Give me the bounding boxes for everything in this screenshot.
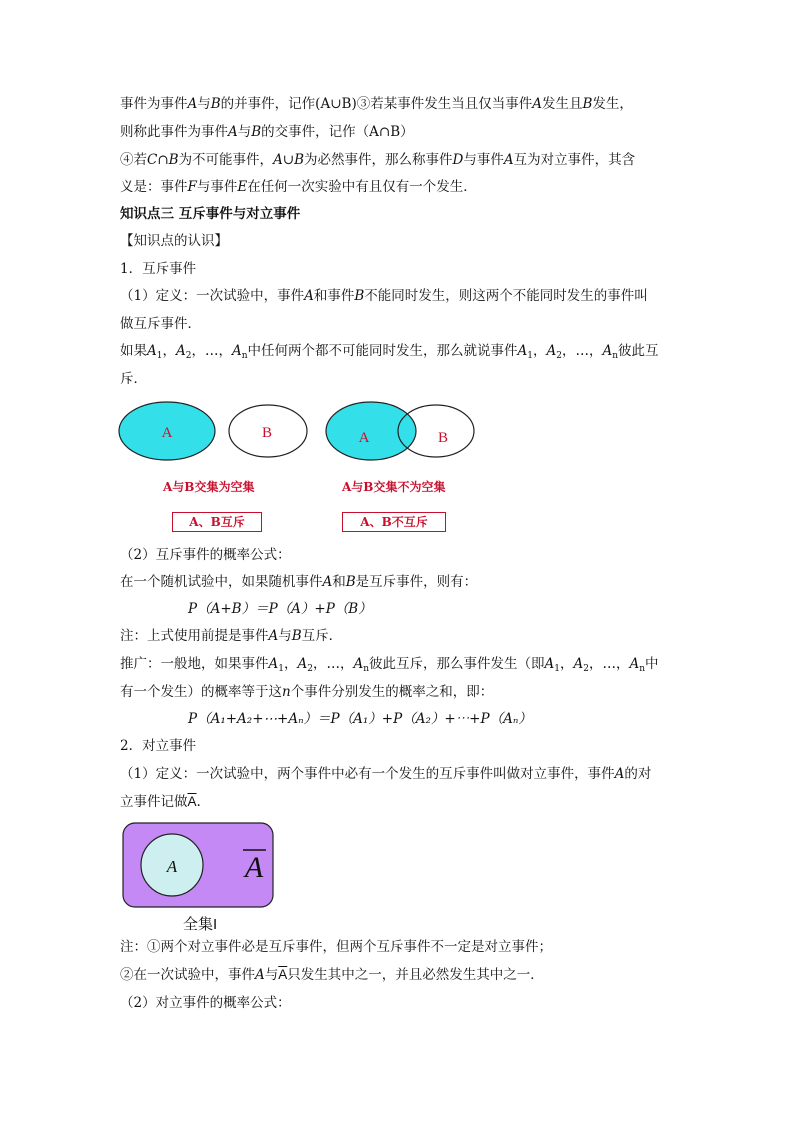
text: 为不可能事件， (178, 152, 274, 168)
subscript: 1 (278, 664, 284, 674)
text: 与 (237, 124, 252, 140)
var: A (297, 656, 308, 672)
text: 中任何两个都不可能同时发生，那么就说事件 (247, 343, 518, 359)
subscript: 2 (556, 351, 562, 361)
var: A (175, 343, 186, 359)
text-line (120, 765, 651, 783)
text: 在一个随机试验中，如果随机事件 (120, 574, 323, 590)
text: 中 (645, 656, 659, 672)
var: D (452, 152, 464, 168)
text: 推广：一般地，如果事件 (120, 656, 269, 672)
text-line: 斥． (120, 371, 147, 387)
var: A (602, 343, 613, 359)
section-heading: 知识点三 互斥事件与对立事件 (120, 206, 301, 222)
text: 与 (197, 96, 211, 112)
universal-set-caption: 全集I (183, 916, 218, 933)
var: A (629, 656, 640, 672)
text: 有一个发生）的概率等于这 (120, 684, 282, 700)
var: A (544, 656, 555, 672)
var: B (210, 96, 221, 112)
venn-result-right: A、B不互斥 (342, 512, 446, 532)
text: 与事件 (463, 152, 504, 168)
math: A∪B (273, 152, 305, 168)
subscript: 2 (583, 664, 589, 674)
text: ， (162, 343, 176, 359)
text: 的交事件，记作（ (261, 124, 370, 140)
complement-symbol: $\overline{A}$ (278, 967, 288, 982)
text-line (120, 627, 342, 645)
subscript: n (363, 664, 370, 674)
var: A (304, 288, 314, 304)
math: A∩B (369, 124, 401, 140)
subscript: n (241, 351, 248, 361)
subsection-title: 2．对立事件 (120, 738, 197, 754)
text: ， (560, 656, 574, 672)
text-line (120, 287, 648, 305)
text: 在任何一次实验中有且仅有一个发生． (247, 179, 477, 195)
text-line (120, 151, 635, 169)
text: 发生， (592, 96, 633, 112)
text: 只发生其中之一，并且必然发生其中之一． (287, 967, 544, 983)
text-line (120, 793, 201, 811)
var: B (354, 288, 365, 304)
var: A (503, 152, 514, 168)
venn-caption-right: A与B交集不为空集 (342, 480, 446, 494)
math: C∩B (147, 152, 179, 168)
var: A (322, 574, 333, 590)
formula: P（A₁+A₂+⋯+Aₙ）＝P（A₁）+P（A₂）+⋯+P（Aₙ） (188, 711, 532, 727)
text: 彼此互斥，那么事件发生（即 (369, 656, 545, 672)
var: A (573, 656, 584, 672)
text: )③若某事件发生当且仅当事件 (351, 96, 533, 112)
text: ②在一次试验中，事件 (120, 967, 255, 983)
var: B (291, 628, 302, 644)
text-line (120, 966, 544, 984)
var: A (231, 343, 242, 359)
text: ④若 (120, 152, 147, 168)
text: 注：上式使用前提是事件 (120, 628, 269, 644)
var: A (255, 967, 265, 983)
text: ， (533, 343, 547, 359)
text: ， (283, 656, 298, 672)
text: . (196, 794, 201, 810)
text-line: （2）对立事件的概率公式： (120, 995, 291, 1011)
complement-symbol: $\overline{A}$ (187, 794, 197, 809)
var: A (532, 96, 542, 112)
text: （1）定义：一次试验中，两个事件中必有一个发生的互斥事件叫做对立事件，事件 (120, 766, 615, 782)
math: A∪B (320, 96, 352, 112)
var: A (517, 343, 528, 359)
var: A (614, 766, 625, 782)
venn-caption-left: A与B交集为空集 (163, 480, 255, 494)
subscript: n (639, 664, 646, 674)
subscript: 2 (307, 664, 313, 674)
text-line: （2）互斥事件的概率公式： (120, 547, 291, 563)
text: 不能同时发生，则这两个不能同时发生的事件叫 (364, 288, 648, 304)
text: 互斥． (301, 628, 343, 644)
text: （1）定义：一次试验中，事件 (120, 288, 305, 304)
set-a-ellipse-overlap (326, 402, 416, 460)
subscript: 1 (554, 664, 560, 674)
text-line (120, 683, 493, 701)
var: A (353, 656, 364, 672)
text: 立事件记做 (120, 794, 188, 810)
text: ） (400, 124, 414, 140)
var: A (187, 96, 198, 112)
text: 与 (264, 967, 279, 983)
text: ，…， (191, 343, 232, 359)
var: F (187, 179, 197, 195)
label-b: B (261, 425, 273, 441)
text: 和 (332, 574, 346, 590)
text-line: 注：①两个对立事件必是互斥事件，但两个互斥事件不一定是对立事件； (120, 939, 552, 955)
text: 的对 (624, 766, 652, 782)
venn-result-left: A、B互斥 (172, 512, 262, 532)
text-line (120, 573, 477, 591)
text-line: 做互斥事件． (120, 316, 201, 332)
var: B (582, 96, 593, 112)
text: 如果 (120, 343, 147, 359)
text: 是互斥事件，则有： (355, 574, 478, 590)
text: 发生且 (541, 96, 583, 112)
text: 义是：事件 (120, 179, 188, 195)
subscript: 1 (527, 351, 533, 361)
complement-diagram (120, 820, 280, 910)
text-line (120, 655, 659, 673)
text: ，…， (561, 343, 603, 359)
text-line (120, 123, 414, 141)
text: ，…， (588, 656, 630, 672)
text: 个事件分别发生的概率之和，即： (290, 684, 494, 700)
var: E (237, 179, 248, 195)
venn-diagram-mutex (118, 398, 488, 468)
var: A (268, 656, 279, 672)
var: A (546, 343, 557, 359)
text: 的并事件，记作( (220, 96, 321, 112)
text: 事件为事件 (120, 96, 188, 112)
text-line (120, 178, 477, 196)
subscript: 2 (185, 351, 192, 361)
text: 则称此事件为事件 (120, 124, 228, 140)
text: 为必然事件，那么称事件 (304, 152, 453, 168)
bracket-heading: 【知识点的认识】 (120, 233, 228, 249)
label-a: A (166, 857, 178, 876)
label-complement: A (244, 851, 264, 884)
var: B (251, 124, 262, 140)
formula: P（A+B）＝P（A）+P（B） (188, 601, 372, 617)
var: n (282, 684, 291, 700)
text: 与 (278, 628, 292, 644)
text-line (120, 95, 633, 113)
var: A (228, 124, 238, 140)
text: 彼此互 (618, 343, 659, 359)
label-a: A (358, 430, 370, 446)
var: A (147, 343, 157, 359)
subscript: 1 (156, 351, 163, 361)
var: A (268, 628, 279, 644)
var: B (345, 574, 356, 590)
label-b: B (437, 430, 449, 446)
text-line (120, 342, 659, 360)
subsection-title: 1．互斥事件 (120, 261, 197, 277)
text: ，…， (312, 656, 354, 672)
subscript: n (612, 351, 619, 361)
text: 互为对立事件，其含 (513, 152, 636, 168)
text: 与事件 (196, 179, 238, 195)
label-a: A (161, 425, 173, 441)
text: 和事件 (313, 288, 355, 304)
